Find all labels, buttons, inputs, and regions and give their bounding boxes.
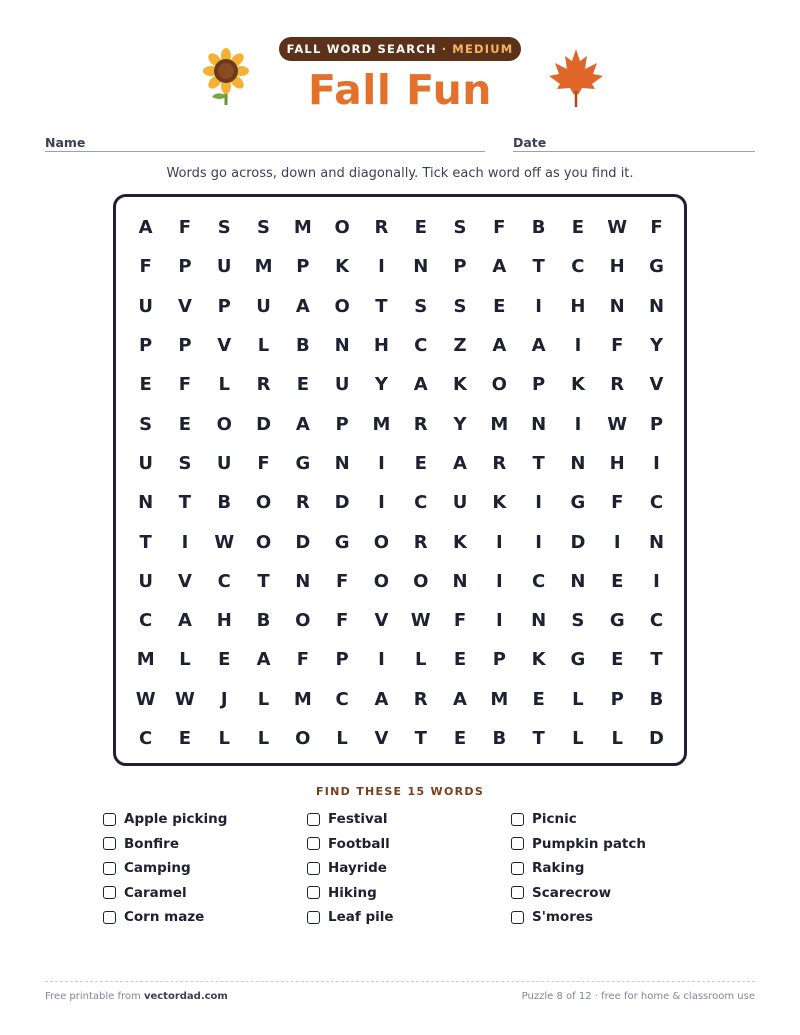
grid-letter[interactable]: V bbox=[217, 335, 232, 357]
word-label: Football bbox=[328, 835, 390, 852]
grid-letter[interactable]: K bbox=[335, 256, 350, 278]
grid-letter[interactable]: R bbox=[256, 374, 271, 396]
grid-letter[interactable]: C bbox=[649, 492, 664, 514]
grid-letter[interactable]: F bbox=[650, 217, 663, 239]
grid-letter[interactable]: S bbox=[257, 217, 271, 239]
grid-letter[interactable]: U bbox=[216, 256, 232, 278]
grid-letter[interactable]: M bbox=[490, 413, 509, 435]
grid-letter[interactable]: I bbox=[613, 531, 621, 553]
page-title: Fall Fun bbox=[308, 66, 492, 114]
grid-letter[interactable]: P bbox=[335, 649, 349, 671]
word-item[interactable] bbox=[511, 856, 646, 881]
footer-divider bbox=[45, 981, 755, 982]
grid-letter[interactable]: T bbox=[532, 256, 545, 278]
grid-letter[interactable]: N bbox=[531, 610, 547, 632]
grid-letter[interactable]: U bbox=[138, 570, 153, 592]
checkbox[interactable] bbox=[511, 886, 524, 899]
grid-letter[interactable]: A bbox=[453, 452, 467, 474]
grid-letter[interactable]: F bbox=[296, 649, 309, 671]
word-item[interactable] bbox=[307, 856, 394, 881]
grid-letter[interactable]: L bbox=[336, 728, 348, 749]
grid-letter[interactable]: A bbox=[413, 374, 428, 396]
word-item[interactable] bbox=[103, 881, 227, 906]
word-item[interactable] bbox=[307, 807, 394, 832]
grid-letter[interactable]: Y bbox=[374, 374, 388, 396]
grid-letter[interactable]: C bbox=[414, 492, 428, 514]
grid-letter[interactable]: V bbox=[649, 374, 664, 396]
grid-letter[interactable]: D bbox=[570, 531, 586, 553]
letter-grid bbox=[126, 208, 676, 758]
word-item[interactable] bbox=[307, 905, 394, 930]
word-label: Raking bbox=[532, 860, 585, 877]
grid-letter[interactable]: K bbox=[570, 374, 585, 396]
grid-letter[interactable]: C bbox=[414, 335, 428, 357]
grid-letter[interactable]: O bbox=[255, 492, 272, 514]
grid-letter[interactable]: U bbox=[256, 295, 271, 317]
grid-letter[interactable]: P bbox=[335, 413, 349, 435]
checkbox[interactable] bbox=[103, 911, 116, 924]
grid-letter[interactable]: U bbox=[452, 492, 468, 514]
grid-letter[interactable]: F bbox=[611, 492, 624, 514]
grid-letter[interactable]: B bbox=[649, 688, 664, 710]
grid-letter[interactable]: I bbox=[653, 452, 660, 474]
grid-letter[interactable]: I bbox=[535, 492, 542, 514]
word-label: Corn maze bbox=[124, 909, 205, 926]
grid-letter[interactable]: N bbox=[334, 452, 350, 474]
grid-letter[interactable]: F bbox=[139, 256, 152, 278]
grid-letter[interactable]: L bbox=[572, 688, 584, 710]
word-label: Bonfire bbox=[124, 835, 179, 852]
grid-letter[interactable]: F bbox=[335, 610, 349, 632]
grid-letter[interactable]: P bbox=[217, 295, 231, 317]
grid-letter[interactable]: N bbox=[648, 531, 665, 553]
grid-letter[interactable]: B bbox=[531, 217, 546, 239]
grid-letter[interactable]: W bbox=[214, 531, 235, 553]
grid-letter[interactable]: A bbox=[492, 256, 507, 278]
grid-letter[interactable]: S bbox=[178, 452, 192, 474]
checkbox[interactable] bbox=[307, 837, 320, 850]
grid-letter[interactable]: E bbox=[493, 295, 506, 317]
grid-letter[interactable]: J bbox=[220, 688, 228, 710]
instructions: Words go across, down and diagonally. Tick each word off as you find it. bbox=[166, 166, 634, 181]
grid-letter[interactable]: I bbox=[574, 335, 582, 357]
grid-letter[interactable]: I bbox=[574, 413, 582, 435]
grid-letter[interactable]: Y bbox=[649, 335, 664, 357]
grid-letter[interactable]: T bbox=[532, 728, 545, 749]
grid-letter[interactable]: G bbox=[649, 256, 664, 278]
grid-letter[interactable]: U bbox=[138, 452, 153, 474]
grid-letter[interactable]: E bbox=[296, 374, 309, 396]
grid-letter[interactable]: H bbox=[609, 452, 625, 474]
checkbox[interactable] bbox=[307, 886, 320, 899]
word-item[interactable] bbox=[511, 881, 646, 906]
grid-letter[interactable]: O bbox=[334, 217, 350, 239]
grid-letter[interactable]: H bbox=[373, 335, 389, 357]
grid-letter[interactable]: P bbox=[492, 649, 506, 671]
grid-letter[interactable]: W bbox=[135, 688, 156, 710]
grid-letter[interactable]: W bbox=[607, 217, 628, 239]
word-label: Pumpkin patch bbox=[532, 835, 646, 852]
checkbox[interactable] bbox=[103, 862, 116, 875]
grid-letter[interactable]: F bbox=[611, 335, 624, 357]
grid-letter[interactable]: M bbox=[293, 217, 312, 239]
word-label: S'mores bbox=[532, 909, 594, 926]
grid-letter[interactable]: K bbox=[492, 492, 507, 514]
grid-letter[interactable]: A bbox=[531, 335, 546, 357]
grid-letter[interactable]: I bbox=[378, 256, 385, 278]
grid-letter[interactable]: E bbox=[178, 728, 192, 749]
grid-letter[interactable]: G bbox=[334, 531, 350, 553]
grid-letter[interactable]: I bbox=[653, 570, 660, 592]
grid-letter[interactable]: C bbox=[335, 688, 349, 710]
grid-letter[interactable]: I bbox=[495, 570, 503, 592]
grid-letter[interactable]: T bbox=[650, 649, 663, 671]
grid-letter[interactable]: W bbox=[607, 413, 628, 435]
grid-letter[interactable]: E bbox=[414, 217, 427, 239]
grid-letter[interactable]: P bbox=[296, 256, 310, 278]
grid-letter[interactable]: V bbox=[374, 728, 389, 749]
grid-letter[interactable]: U bbox=[138, 295, 153, 317]
grid-letter[interactable]: T bbox=[257, 570, 270, 592]
grid-letter[interactable]: U bbox=[334, 374, 350, 396]
grid-letter[interactable]: L bbox=[218, 374, 230, 396]
grid-letter[interactable]: B bbox=[217, 492, 232, 514]
grid-letter[interactable]: L bbox=[572, 728, 584, 749]
grid-letter[interactable]: H bbox=[609, 256, 625, 278]
word-list-heading: FIND THESE 15 WORDS bbox=[315, 785, 485, 798]
word-item[interactable] bbox=[511, 905, 646, 930]
grid-letter[interactable]: L bbox=[257, 688, 270, 710]
puzzle-grid-frame bbox=[113, 194, 687, 766]
grid-letter[interactable]: T bbox=[178, 492, 192, 514]
badge-title: FALL WORD SEARCH bbox=[286, 42, 437, 56]
date-field[interactable] bbox=[513, 151, 755, 152]
word-list-column-1 bbox=[103, 807, 227, 930]
checkbox[interactable] bbox=[103, 886, 116, 899]
grid-letter[interactable]: E bbox=[453, 728, 467, 749]
grid-letter[interactable]: N bbox=[452, 570, 468, 592]
grid-letter[interactable]: G bbox=[570, 492, 586, 514]
difficulty-label: MEDIUM bbox=[452, 42, 514, 56]
grid-letter[interactable]: Z bbox=[453, 335, 467, 357]
word-label: Leaf pile bbox=[328, 909, 394, 926]
grid-letter[interactable]: N bbox=[138, 492, 154, 514]
puzzle-type-badge bbox=[279, 37, 521, 61]
grid-letter[interactable]: V bbox=[177, 570, 192, 592]
grid-letter[interactable]: B bbox=[492, 728, 507, 749]
grid-letter[interactable]: F bbox=[178, 217, 192, 239]
grid-letter[interactable]: L bbox=[611, 728, 623, 749]
grid-letter[interactable]: A bbox=[453, 688, 467, 710]
grid-letter[interactable]: Y bbox=[453, 413, 467, 435]
grid-letter[interactable]: H bbox=[570, 295, 586, 317]
grid-letter[interactable]: N bbox=[609, 295, 625, 317]
checkbox[interactable] bbox=[103, 837, 116, 850]
grid-letter[interactable]: P bbox=[610, 688, 624, 710]
grid-letter[interactable]: F bbox=[453, 610, 467, 632]
grid-letter[interactable]: E bbox=[571, 217, 585, 239]
name-field[interactable] bbox=[45, 151, 485, 152]
grid-letter[interactable]: D bbox=[649, 728, 664, 749]
word-item[interactable] bbox=[103, 856, 227, 881]
word-label: Festival bbox=[328, 811, 388, 828]
checkbox[interactable] bbox=[307, 813, 320, 826]
footer-credit bbox=[45, 991, 228, 1002]
grid-letter[interactable]: L bbox=[179, 649, 191, 671]
grid-letter[interactable]: E bbox=[611, 570, 624, 592]
grid-letter[interactable]: S bbox=[453, 217, 467, 239]
word-label: Camping bbox=[124, 860, 191, 877]
word-label: Scarecrow bbox=[532, 884, 612, 901]
grid-letter[interactable]: M bbox=[372, 413, 391, 435]
grid-letter[interactable]: O bbox=[491, 374, 507, 396]
grid-letter[interactable]: D bbox=[295, 531, 311, 553]
grid-letter[interactable]: N bbox=[570, 570, 586, 592]
footer-puzzle-info: Puzzle 8 of 12 · free for home & classroom use bbox=[521, 991, 755, 1002]
grid-letter[interactable]: E bbox=[532, 688, 545, 710]
grid-letter[interactable]: O bbox=[373, 570, 390, 592]
grid-letter[interactable]: L bbox=[414, 649, 427, 671]
word-item[interactable] bbox=[103, 832, 227, 857]
date-label: Date bbox=[513, 135, 547, 150]
grid-letter[interactable]: G bbox=[295, 452, 311, 474]
grid-letter[interactable]: S bbox=[414, 295, 428, 317]
checkbox[interactable] bbox=[511, 862, 524, 875]
grid-letter[interactable]: H bbox=[216, 610, 232, 632]
grid-letter[interactable]: N bbox=[334, 335, 350, 357]
word-label: Apple picking bbox=[124, 811, 228, 828]
grid-letter[interactable]: M bbox=[293, 688, 312, 710]
badge-separator: · bbox=[441, 42, 448, 56]
grid-letter[interactable]: P bbox=[649, 413, 664, 435]
grid-letter[interactable]: R bbox=[413, 688, 428, 710]
word-item[interactable] bbox=[511, 807, 646, 832]
grid-letter[interactable]: A bbox=[374, 688, 389, 710]
grid-letter[interactable]: N bbox=[570, 452, 586, 474]
name-label: Name bbox=[45, 135, 86, 150]
grid-letter[interactable]: P bbox=[453, 256, 467, 278]
grid-letter[interactable]: P bbox=[178, 256, 192, 278]
grid-letter[interactable]: O bbox=[413, 570, 429, 592]
grid-letter[interactable]: C bbox=[532, 570, 546, 592]
grid-letter[interactable]: U bbox=[216, 452, 232, 474]
grid-letter[interactable]: B bbox=[295, 335, 310, 357]
grid-letter[interactable]: O bbox=[255, 531, 272, 553]
grid-letter[interactable]: O bbox=[334, 295, 350, 317]
grid-letter[interactable]: K bbox=[531, 649, 546, 671]
grid-letter[interactable]: R bbox=[413, 531, 428, 553]
grid-letter[interactable]: E bbox=[414, 452, 427, 474]
checkbox[interactable] bbox=[511, 837, 524, 850]
grid-letter[interactable]: N bbox=[413, 256, 429, 278]
grid-letter[interactable]: T bbox=[532, 452, 545, 474]
checkbox[interactable] bbox=[307, 911, 320, 924]
grid-letter[interactable]: M bbox=[254, 256, 273, 278]
grid-letter[interactable]: P bbox=[139, 335, 153, 357]
grid-letter[interactable]: L bbox=[218, 728, 230, 749]
grid-letter[interactable]: R bbox=[610, 374, 625, 396]
grid-letter[interactable]: C bbox=[649, 610, 664, 632]
word-item[interactable] bbox=[307, 881, 394, 906]
grid-letter[interactable]: T bbox=[375, 295, 388, 317]
grid-letter[interactable]: M bbox=[490, 688, 509, 710]
grid-letter[interactable]: I bbox=[535, 531, 542, 553]
grid-letter[interactable]: O bbox=[295, 728, 311, 749]
grid-letter[interactable]: R bbox=[295, 492, 310, 514]
grid-letter[interactable]: M bbox=[136, 649, 155, 671]
grid-letter[interactable]: R bbox=[492, 452, 507, 474]
grid-letter[interactable]: V bbox=[374, 610, 389, 632]
checkbox[interactable] bbox=[511, 911, 524, 924]
grid-letter[interactable]: L bbox=[257, 728, 270, 749]
grid-letter[interactable]: C bbox=[139, 610, 153, 632]
grid-letter[interactable]: I bbox=[378, 649, 385, 671]
grid-letter[interactable]: S bbox=[453, 295, 467, 317]
grid-letter[interactable]: R bbox=[413, 413, 428, 435]
grid-letter[interactable]: T bbox=[414, 728, 427, 749]
footer-site-link[interactable]: vectordad.com bbox=[143, 991, 228, 1002]
word-item[interactable] bbox=[511, 832, 646, 857]
grid-letter[interactable]: E bbox=[218, 649, 231, 671]
grid-letter[interactable]: F bbox=[493, 217, 506, 239]
grid-letter[interactable]: I bbox=[495, 531, 503, 553]
grid-letter[interactable]: W bbox=[175, 688, 195, 710]
grid-letter[interactable]: A bbox=[177, 610, 192, 632]
grid-letter[interactable]: W bbox=[410, 610, 431, 632]
grid-letter[interactable]: F bbox=[335, 570, 349, 592]
grid-letter[interactable]: B bbox=[256, 610, 271, 632]
grid-letter[interactable]: O bbox=[295, 610, 311, 632]
grid-letter[interactable]: O bbox=[373, 531, 390, 553]
word-label: Hayride bbox=[328, 860, 387, 877]
grid-letter[interactable]: D bbox=[334, 492, 350, 514]
grid-letter[interactable]: A bbox=[492, 335, 507, 357]
grid-letter[interactable]: I bbox=[181, 531, 189, 553]
word-label: Picnic bbox=[532, 811, 577, 828]
grid-letter[interactable]: T bbox=[139, 531, 152, 553]
grid-letter[interactable]: I bbox=[535, 295, 542, 317]
grid-letter[interactable]: G bbox=[570, 649, 586, 671]
word-item[interactable] bbox=[307, 832, 394, 857]
grid-letter[interactable]: O bbox=[216, 413, 232, 435]
grid-letter[interactable]: K bbox=[453, 531, 467, 553]
word-list-column-2 bbox=[307, 807, 394, 930]
grid-letter[interactable]: A bbox=[138, 217, 153, 239]
word-list-column-3 bbox=[511, 807, 646, 930]
word-label: Caramel bbox=[124, 884, 187, 901]
grid-letter[interactable]: I bbox=[378, 452, 385, 474]
grid-letter[interactable]: V bbox=[177, 295, 192, 317]
grid-letter[interactable]: N bbox=[531, 413, 547, 435]
footer-credit-prefix: Free printable from bbox=[45, 991, 141, 1002]
grid-letter[interactable]: E bbox=[453, 649, 467, 671]
grid-letter[interactable]: E bbox=[611, 649, 624, 671]
grid-letter[interactable]: L bbox=[257, 335, 270, 357]
grid-letter[interactable]: S bbox=[217, 217, 231, 239]
grid-letter[interactable]: E bbox=[139, 374, 152, 396]
grid-letter[interactable]: K bbox=[453, 374, 467, 396]
grid-letter[interactable]: E bbox=[178, 413, 192, 435]
grid-letter[interactable]: F bbox=[178, 374, 192, 396]
grid-letter[interactable]: R bbox=[374, 217, 389, 239]
checkbox[interactable] bbox=[307, 862, 320, 875]
word-label: Hiking bbox=[328, 884, 377, 901]
grid-letter[interactable]: A bbox=[256, 649, 271, 671]
word-item[interactable] bbox=[103, 807, 227, 832]
checkbox[interactable] bbox=[103, 813, 116, 826]
grid-letter[interactable]: S bbox=[139, 413, 153, 435]
grid-letter[interactable]: N bbox=[295, 570, 311, 592]
checkbox[interactable] bbox=[511, 813, 524, 826]
grid-letter[interactable]: F bbox=[257, 452, 270, 474]
grid-letter[interactable]: A bbox=[295, 413, 310, 435]
grid-letter[interactable]: C bbox=[139, 728, 153, 749]
grid-letter[interactable]: S bbox=[571, 610, 585, 632]
grid-letter[interactable]: D bbox=[256, 413, 272, 435]
grid-letter[interactable]: C bbox=[217, 570, 231, 592]
grid-letter[interactable]: N bbox=[648, 295, 665, 317]
grid-letter[interactable]: G bbox=[609, 610, 625, 632]
grid-letter[interactable]: C bbox=[571, 256, 585, 278]
grid-letter[interactable]: I bbox=[378, 492, 385, 514]
grid-letter[interactable]: P bbox=[532, 374, 546, 396]
grid-letter[interactable]: P bbox=[178, 335, 192, 357]
word-item[interactable] bbox=[103, 905, 227, 930]
grid-letter[interactable]: A bbox=[295, 295, 310, 317]
grid-letter[interactable]: I bbox=[495, 610, 503, 632]
